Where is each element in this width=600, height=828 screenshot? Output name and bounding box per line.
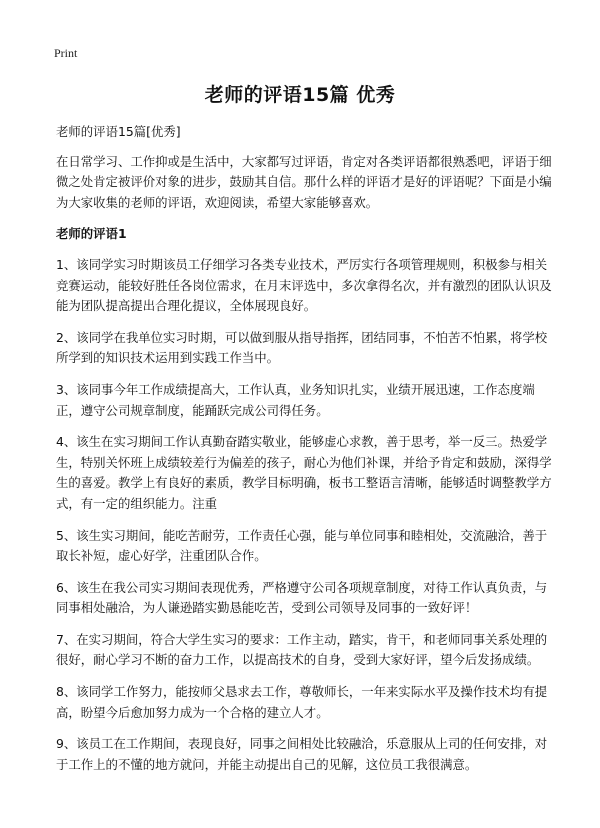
intro-paragraph: 在日常学习、工作抑或是生活中，大家都写过评语，肯定对各类评语都很熟悉吧，评语于细微之处肯定被评价对象的进步，鼓励其自信。那什么样的评语才是好的评语呢？下面是小编为大家收集的老师的评语，欢迎阅读，希望大家能够喜欢。 <box>56 153 552 210</box>
comment-item-5: 5、该生实习期间，能吃苦耐劳，工作责任心强，能与单位同事和睦相处，交流融洽，善于取长补短，虚心好学，注重团队合作。 <box>56 527 548 564</box>
print-label[interactable]: Print <box>54 46 78 60</box>
comment-item-1: 1、该同学实习时期该员工仔细学习各类专业技术，严厉实行各项管理规则，积极参与相关竞赛运动，能较好胜任各岗位需求，在月末评选中，多次拿得名次，并有激烈的团队认识及能为团队提高提出合理化提议，全体展现良好。 <box>56 256 552 314</box>
document-body <box>56 122 556 786</box>
comment-item-8: 8、该同学工作努力，能按师父恳求去工作，尊敬师长，一年来实际水平及操作技术均有提高，盼望今后愈加努力成为一个合格的建立人才。 <box>56 684 548 720</box>
comment-item-6: 6、该生在我公司实习期间表现优秀，严格遵守公司各项规章制度，对待工作认真负责，与同事相处融洽，为人谦逊踏实勤恳能吃苦，受到公司领导及同事的一致好评！ <box>56 579 548 616</box>
comment-item-9: 9、该员工在工作期间，表现良好，同事之间相处比较融洽，乐意服从上司的任何安排，对于工作上的不懂的地方就问，并能主动提出自己的见解，这位员工我很满意。 <box>56 736 548 772</box>
page-title: 老师的评语15篇 优秀 <box>204 84 396 106</box>
comment-item-4: 4、该生在实习期间工作认真勤奋踏实敬业，能够虚心求教，善于思考，举一反三。热爱学生，特别关怀班上成绩较差行为偏差的孩子，耐心为他们补课，并给予肯定和鼓励，深得学生的喜爱。教学上有良好的素质，教学目标明确，板书工整语言清晰，能够适时调整教学方式，有一定的组织能力。注重 <box>56 434 552 511</box>
comment-item-3: 3、该同事今年工作成绩提高大，工作认真，业务知识扎实，业绩开展迅速，工作态度端正，遵守公司规章制度，能踊跃完成公司得任务。 <box>56 381 535 418</box>
document-subtitle: 老师的评语15篇[优秀] <box>56 124 181 139</box>
comment-item-7: 7、在实习期间，符合大学生实习的要求：工作主动，踏实，肯干，和老师同事关系处理的很好，耐心学习不断的奋力工作，以提高技术的自身，受到大家好评，望今后发扬成绩。 <box>56 631 548 668</box>
section-heading: 老师的评语1 <box>56 226 127 242</box>
comment-item-2: 2、该同学在我单位实习时期，可以做到服从指导指挥，团结同事，不怕苦不怕累，将学校所学到的知识技术运用到实践工作当中。 <box>56 329 548 366</box>
